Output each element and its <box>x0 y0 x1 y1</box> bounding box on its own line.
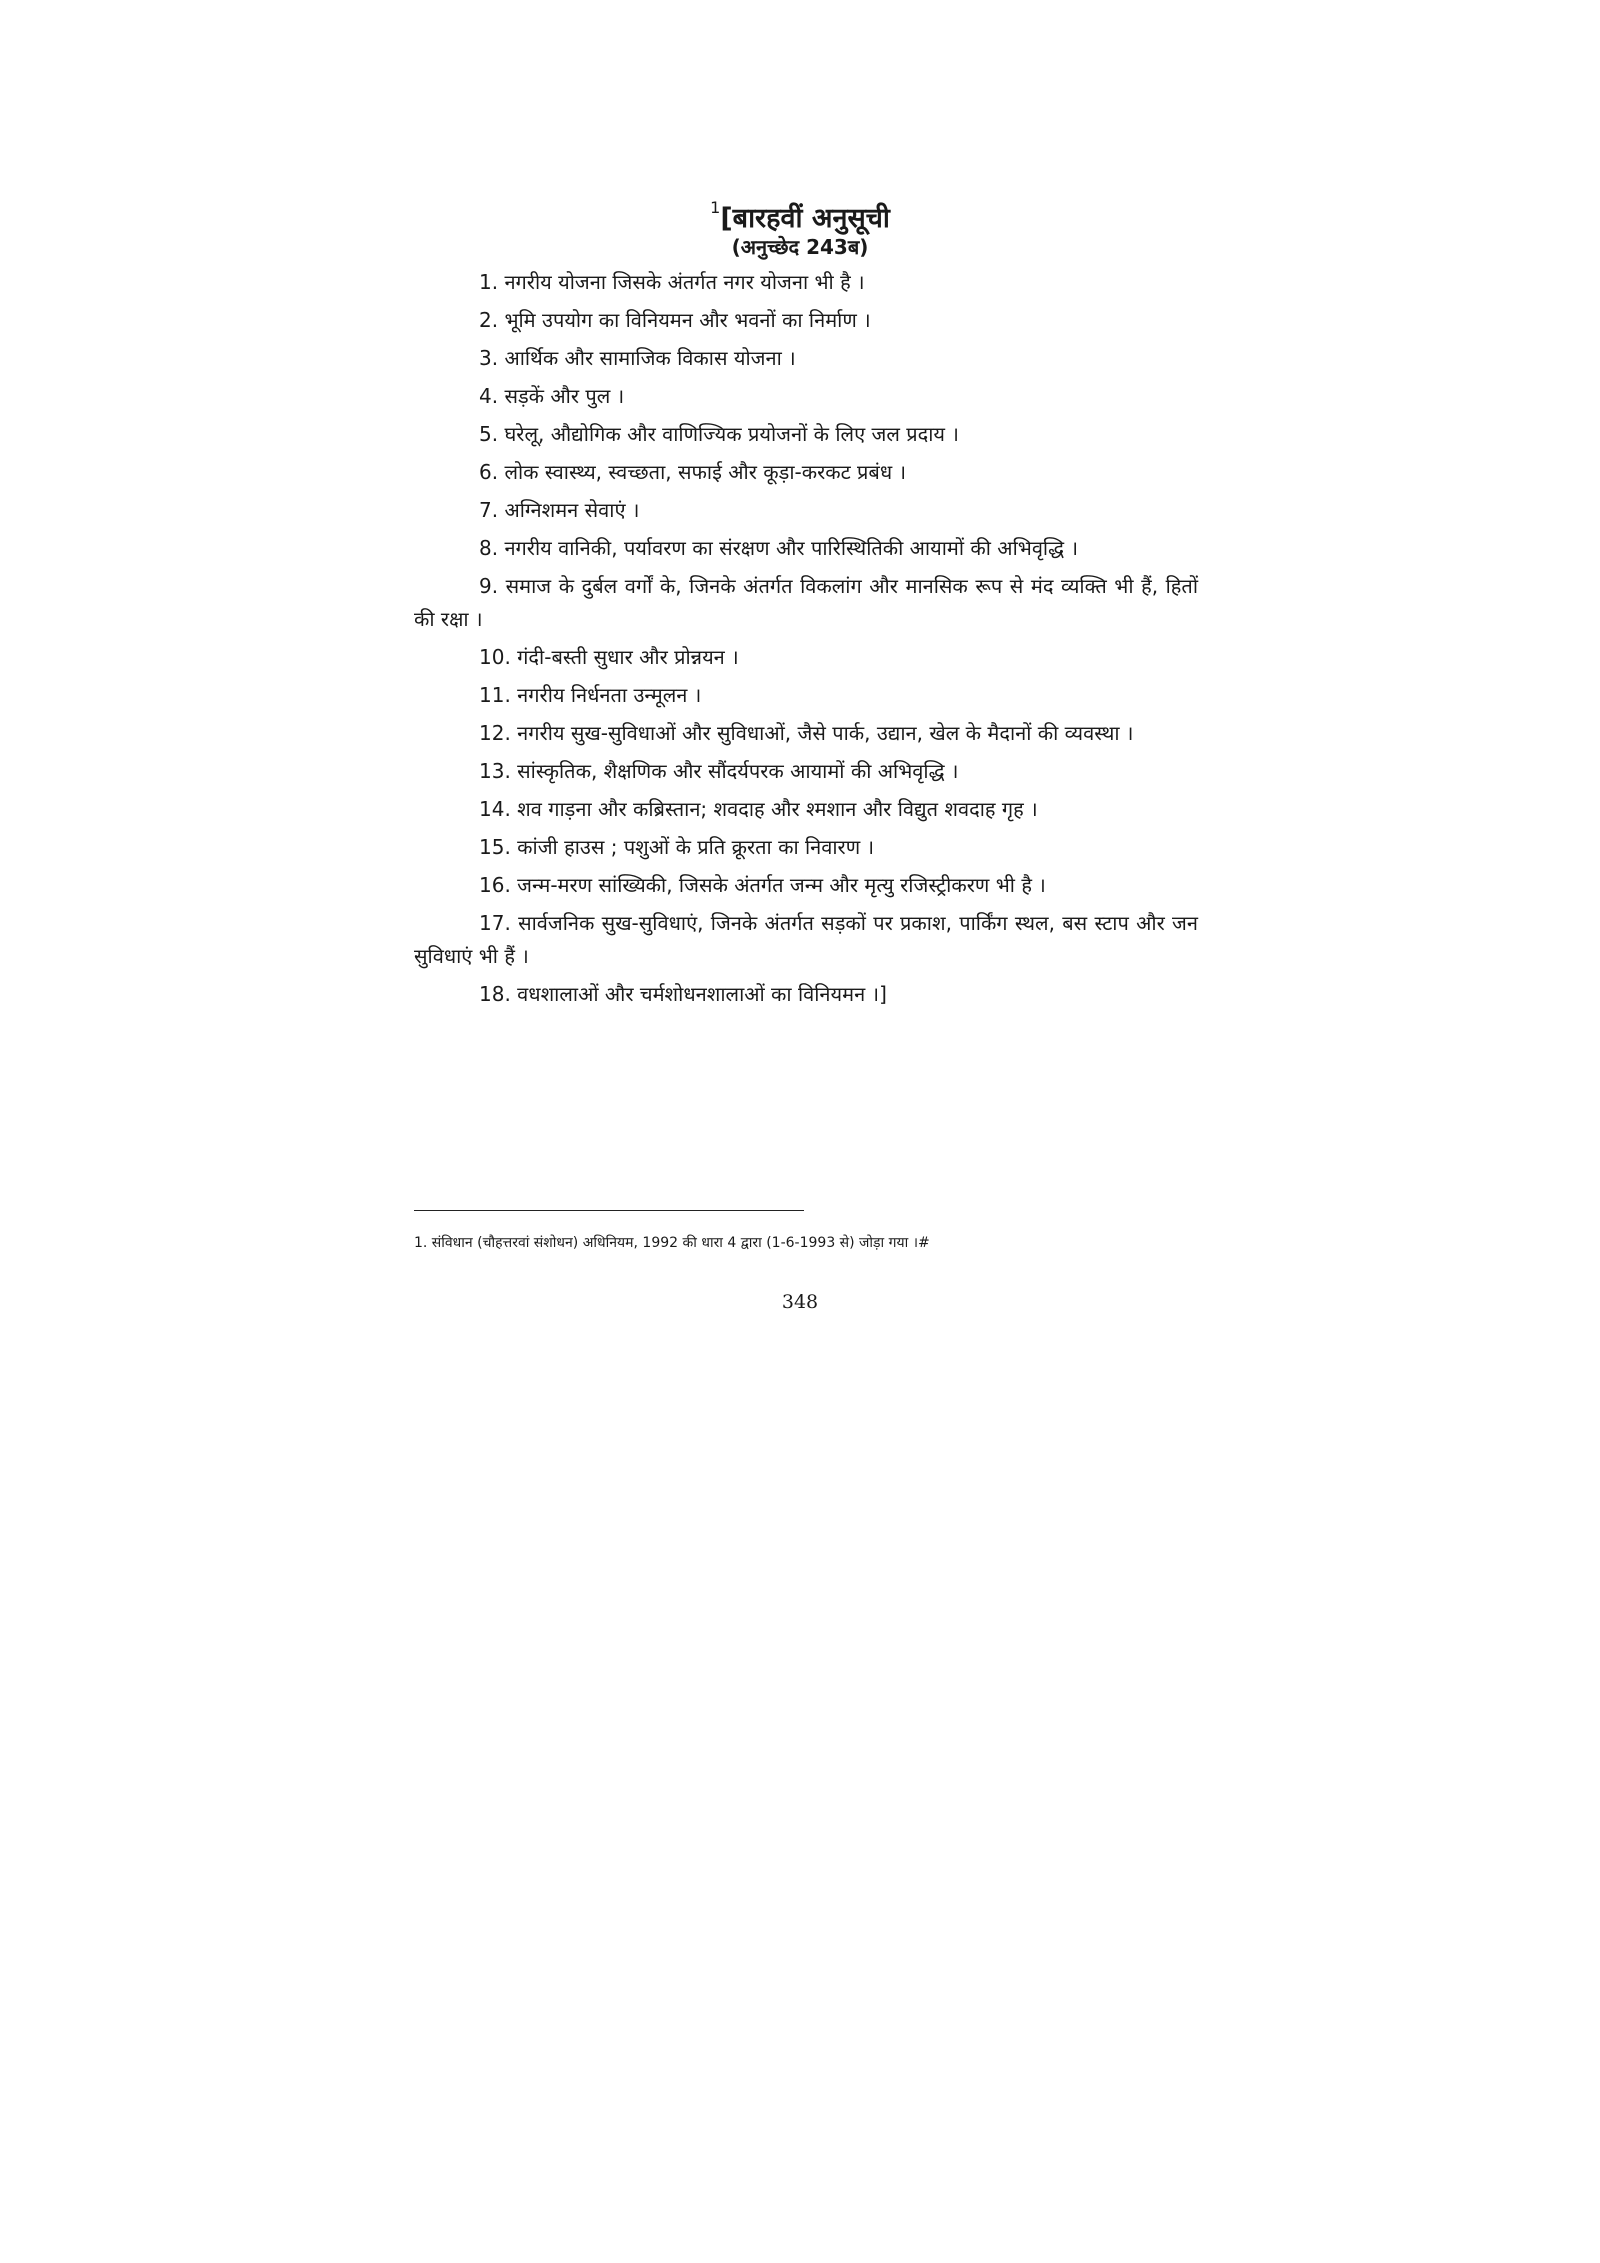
list-item: 11. नगरीय निर्धनता उन्मूलन । <box>479 683 702 707</box>
list-item: 18. वधशालाओं और चर्मशोधनशालाओं का विनियमन ।] <box>479 982 887 1006</box>
list-item: 7. अग्निशमन सेवाएं । <box>479 498 640 522</box>
list-item: 4. सड़कें और पुल । <box>479 384 625 408</box>
schedule-title: [बारहवीं अनुसूची <box>720 203 890 234</box>
list-item: 9. समाज के दुर्बल वर्गों के, जिनके अंतर्गत विकलांग और मानसिक रूप से मंद व्यक्ति भी हैं, हितों की रक्षा । <box>414 574 1198 631</box>
list-item: 1. नगरीय योजना जिसके अंतर्गत नगर योजना भी है । <box>479 270 865 294</box>
list-item: 2. भूमि उपयोग का विनियमन और भवनों का निर्माण । <box>479 308 871 332</box>
footnote-marker: 1 <box>710 198 721 217</box>
list-item: 15. कांजी हाउस ; पशुओं के प्रति क्रूरता का निवारण । <box>479 835 875 859</box>
list-item: 14. शव गाड़ना और कब्रिस्तान; शवदाह और श्मशान और विद्युत शवदाह गृह । <box>479 797 1038 821</box>
page-number: 348 <box>781 1291 819 1313</box>
list-item: 5. घरेलू, औद्योगिक और वाणिज्यिक प्रयोजनों के लिए जल प्रदाय । <box>479 422 959 446</box>
list-item: 10. गंदी-बस्ती सुधार और प्रोन्नयन । <box>479 645 739 669</box>
article-reference: (अनुच्छेद 243ब) <box>731 235 869 259</box>
schedule-items-list <box>414 266 1198 1016</box>
list-item: 13. सांस्कृतिक, शैक्षणिक और सौंदर्यपरक आयामों की अभिवृद्धि । <box>479 759 959 783</box>
list-item: 8. नगरीय वानिकी, पर्यावरण का संरक्षण और पारिस्थितिकी आयामों की अभिवृद्धि । <box>479 536 1079 560</box>
list-item: 12. नगरीय सुख-सुविधाओं और सुविधाओं, जैसे पार्क, उद्यान, खेल के मैदानों की व्यवस्था । <box>479 721 1134 745</box>
footnote-text: 1. संविधान (चौहत्तरवां संशोधन) अधिनियम, 1992 की धारा 4 द्वारा (1-6-1993 से) जोड़ा गया ।# <box>414 1235 930 1251</box>
footnote-divider <box>414 1210 804 1211</box>
list-item: 3. आर्थिक और सामाजिक विकास योजना । <box>479 346 796 370</box>
list-item: 17. सार्वजनिक सुख-सुविधाएं, जिनके अंतर्गत सड़कों पर प्रकाश, पार्किंग स्थल, बस स्टाप और जन सुविधाएं भी हैं । <box>414 911 1198 968</box>
list-item: 16. जन्म-मरण सांख्यिकी, जिसके अंतर्गत जन्म और मृत्यु रजिस्ट्रीकरण भी है । <box>479 873 1046 897</box>
list-item: 6. लोक स्वास्थ्य, स्वच्छता, सफाई और कूड़ा-करकट प्रबंध । <box>479 460 907 484</box>
